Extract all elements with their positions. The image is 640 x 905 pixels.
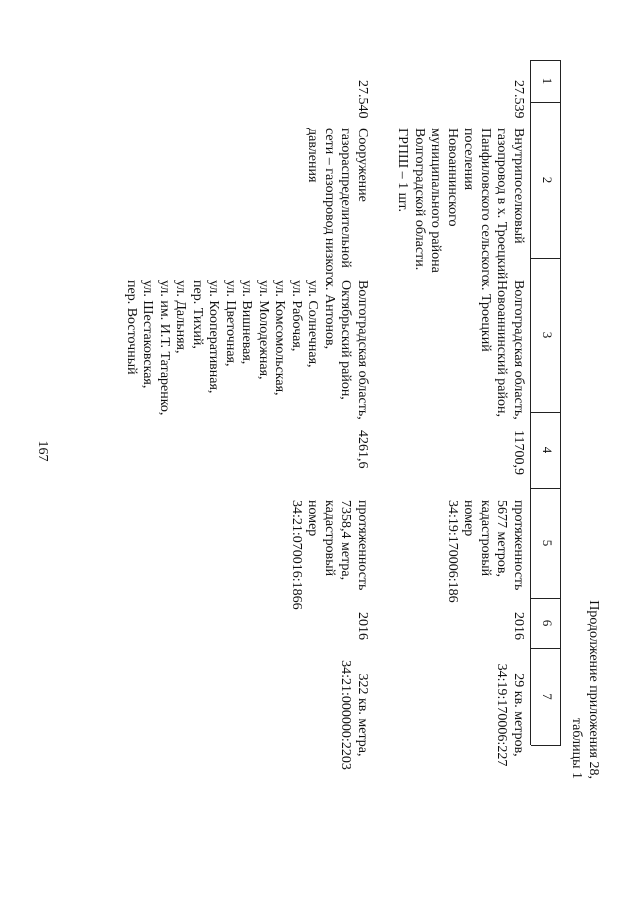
- row-number: 27.539: [511, 80, 526, 119]
- object-address: Волгоградская область, Новоаннинский район, х. Троецкий: [478, 280, 526, 420]
- object-name: Внутрипоселковый газопровод в х. Троецкий Панфиловского сельского поселения Новоаннинского муниципального района Волгоградской области. ГРПШ – 1 шт.: [395, 128, 526, 282]
- continuation-caption: [568, 600, 602, 779]
- land-plot: 29 кв. метров, 34:19:170006:227: [494, 663, 526, 767]
- land-plot: 322 кв. метра, 34:21:000000:2203: [338, 660, 370, 770]
- continuation-line-2: таблицы 1: [569, 717, 584, 779]
- object-year: 2016: [355, 612, 370, 640]
- col-divider: [531, 745, 561, 746]
- object-year: 2016: [511, 612, 526, 640]
- object-characteristics: протяженность 5677 метров, кадастровый номер 34:19:170006:186: [445, 500, 526, 603]
- page-number: 167: [35, 440, 50, 462]
- row-number: 27.540: [355, 80, 370, 119]
- table-header-cell: 2: [540, 176, 555, 184]
- continuation-line-1: Продолжение приложения 28,: [586, 600, 601, 779]
- object-cost: 4261,6: [355, 430, 370, 469]
- table-header-cell: 3: [540, 331, 555, 339]
- object-characteristics: протяженность 7358,4 метра, кадастровый номер 34:21:070016:1866: [289, 500, 370, 610]
- table-top-border: [560, 60, 561, 745]
- table-header-cell: 1: [540, 77, 555, 85]
- object-cost: 11700,9: [511, 430, 526, 475]
- object-name: Сооружение газораспределительной сети – газопровод низкого давления: [305, 128, 370, 284]
- object-address: Волгоградская область, Октябрьский район, х. Антонов, ул. Солнечная, ул. Рабочая, ул. Комсомольская, ул. Молодежная, ул. Вишневая, ул. Цветочная, ул. Кооперативная, пер. Тихий, ул. Дальняя, ул. им. И.Т. Татаренко, ул. Шестаковская, пер. Восточный: [124, 280, 370, 420]
- table-header-border: [530, 60, 531, 745]
- table-header-cell: 5: [540, 539, 555, 547]
- table-header-cell: 7: [540, 693, 555, 700]
- table-header-cell: 6: [540, 619, 555, 627]
- table-header-cell: 4: [540, 446, 555, 454]
